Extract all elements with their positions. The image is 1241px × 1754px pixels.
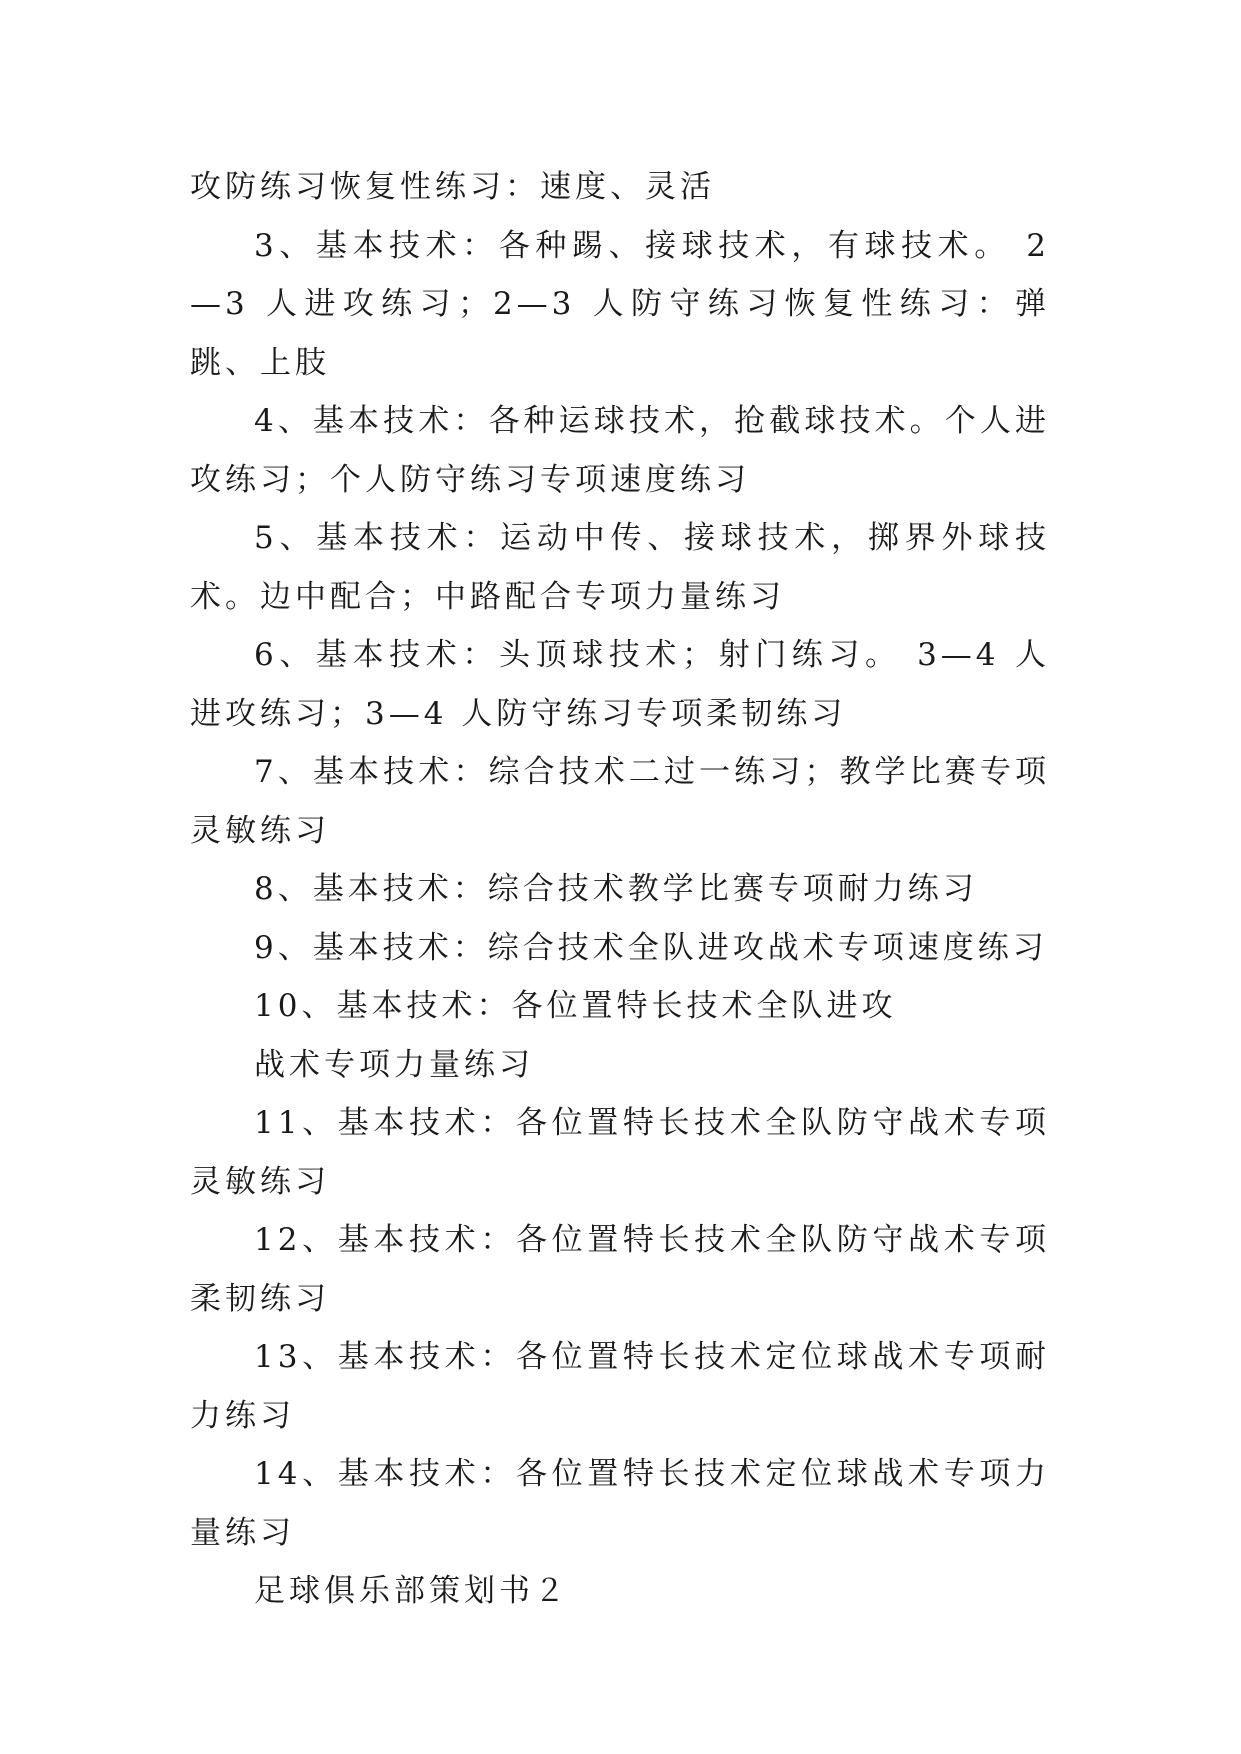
paragraph-item-10-continuation: 战术专项力量练习 [254, 1046, 534, 1083]
paragraph-item-12: 12、基本技术：各位置特长技术全队防守战术专项柔韧练习 [190, 1222, 1050, 1317]
paragraph-item-11: 11、基本技术：各位置特长技术全队防守战术专项灵敏练习 [190, 1105, 1050, 1200]
paragraph-item-8: 8、基本技术：综合技术教学比赛专项耐力练习 [254, 871, 978, 907]
paragraph-item-3: 3、基本技术：各种踢、接球技术，有球技术。 2—3 人进攻练习；2—3 人防守练习恢复性练习：弹跳、上肢 [190, 227, 1050, 381]
paragraph-item-13: 13、基本技术：各位置特长技术定位球战术专项耐力练习 [190, 1339, 1050, 1434]
paragraph-item-5: 5、基本技术：运动中传、接球技术，掷界外球技术。边中配合；中路配合专项力量练习 [190, 520, 1050, 615]
paragraph-continuation: 攻防练习恢复性练习：速度、灵活 [190, 169, 715, 205]
paragraph-item-10: 10、基本技术：各位置特长技术全队进攻 [254, 988, 897, 1024]
paragraph-item-9: 9、基本技术：综合技术全队进攻战术专项速度练习 [254, 929, 1048, 966]
paragraph-item-7: 7、基本技术：综合技术二过一练习；教学比赛专项灵敏练习 [190, 754, 1050, 849]
section-heading: 足球俱乐部策划书２ [254, 1573, 569, 1609]
document-body [190, 158, 1050, 1621]
paragraph-item-6: 6、基本技术：头顶球技术；射门练习。 3—4 人进攻练习；3—4 人防守练习专项柔韧练习 [190, 637, 1050, 732]
paragraph-item-14: 14、基本技术：各位置特长技术定位球战术专项力量练习 [190, 1456, 1050, 1551]
paragraph-item-4: 4、基本技术：各种运球技术，抢截球技术。个人进攻练习；个人防守练习专项速度练习 [190, 403, 1050, 498]
